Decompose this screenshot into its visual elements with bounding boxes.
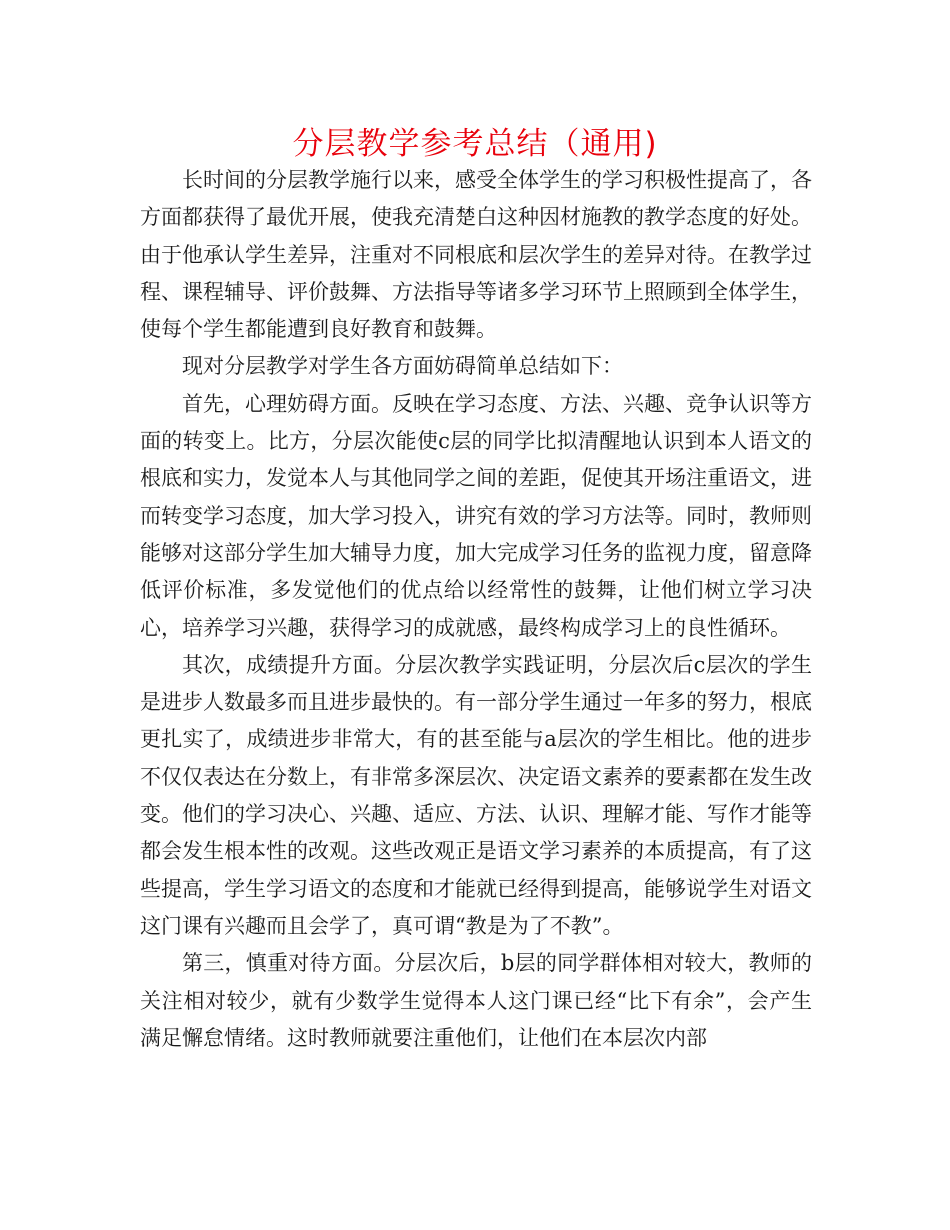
paragraph-summary-lead: 现对分层教学对学生各方面妨碍简单总结如下： — [182, 354, 623, 379]
paragraph-second-point: 其次，成绩提升方面。分层次教学实践证明，分层次后c层次的学生是进步人数最多而且进步最快的。有一部分学生通过一年多的努力，根底更扎实了，成绩进步非常大，有的甚至能与a层次的学生相比。他的进步不仅仅表达在分数上，有非常多深层次、决定语文素养的要素都在发生改变。他们的学习决心、兴趣、适应、方法、认识、理解才能、写作才能等都会发生根本性的改观。这些改观正是语文学习素养的本质提高，有了这些提高，学生学习语文的态度和才能就已经得到提高，能够说学生对语文这门课有兴趣而且会学了，真可谓“教是为了不教”。 — [140, 652, 812, 938]
document-title: 分层教学参考总结（通用) — [292, 126, 658, 162]
paragraph-intro: 长时间的分层教学施行以来，感受全体学生的学习积极性提高了，各方面都获得了最优开展，使我充清楚白这种因材施教的教学态度的好处。由于他承认学生差异，注重对不同根底和层次学生的差异对待。在教学过程、课程辅导、评价鼓舞、方法指导等诸多学习环节上照顾到全体学生，使每个学生都能遭到良好教育和鼓舞。 — [140, 168, 812, 342]
paragraph-third-point: 第三，慎重对待方面。分层次后，b层的同学群体相对较大，教师的关注相对较少，就有少数学生觉得本人这门课已经“比下有余”，会产生满足懈怠情绪。这时教师就要注重他们，让他们在本层次内部 — [140, 951, 812, 1050]
paragraph-first-point: 首先，心理妨碍方面。反映在学习态度、方法、兴趣、竞争认识等方面的转变上。比方，分层次能使c层的同学比拟清醒地认识到本人语文的根底和实力，发觉本人与其他同学之间的差距，促使其开场注重语文，进而转变学习态度，加大学习投入，讲究有效的学习方法等。同时，教师则能够对这部分学生加大辅导力度，加大完成学习任务的监视力度，留意降低评价标准，多发觉他们的优点给以经常性的鼓舞，让他们树立学习决心，培养学习兴趣，获得学习的成就感，最终构成学习上的良性循环。 — [140, 391, 812, 640]
document-body — [140, 162, 812, 1057]
